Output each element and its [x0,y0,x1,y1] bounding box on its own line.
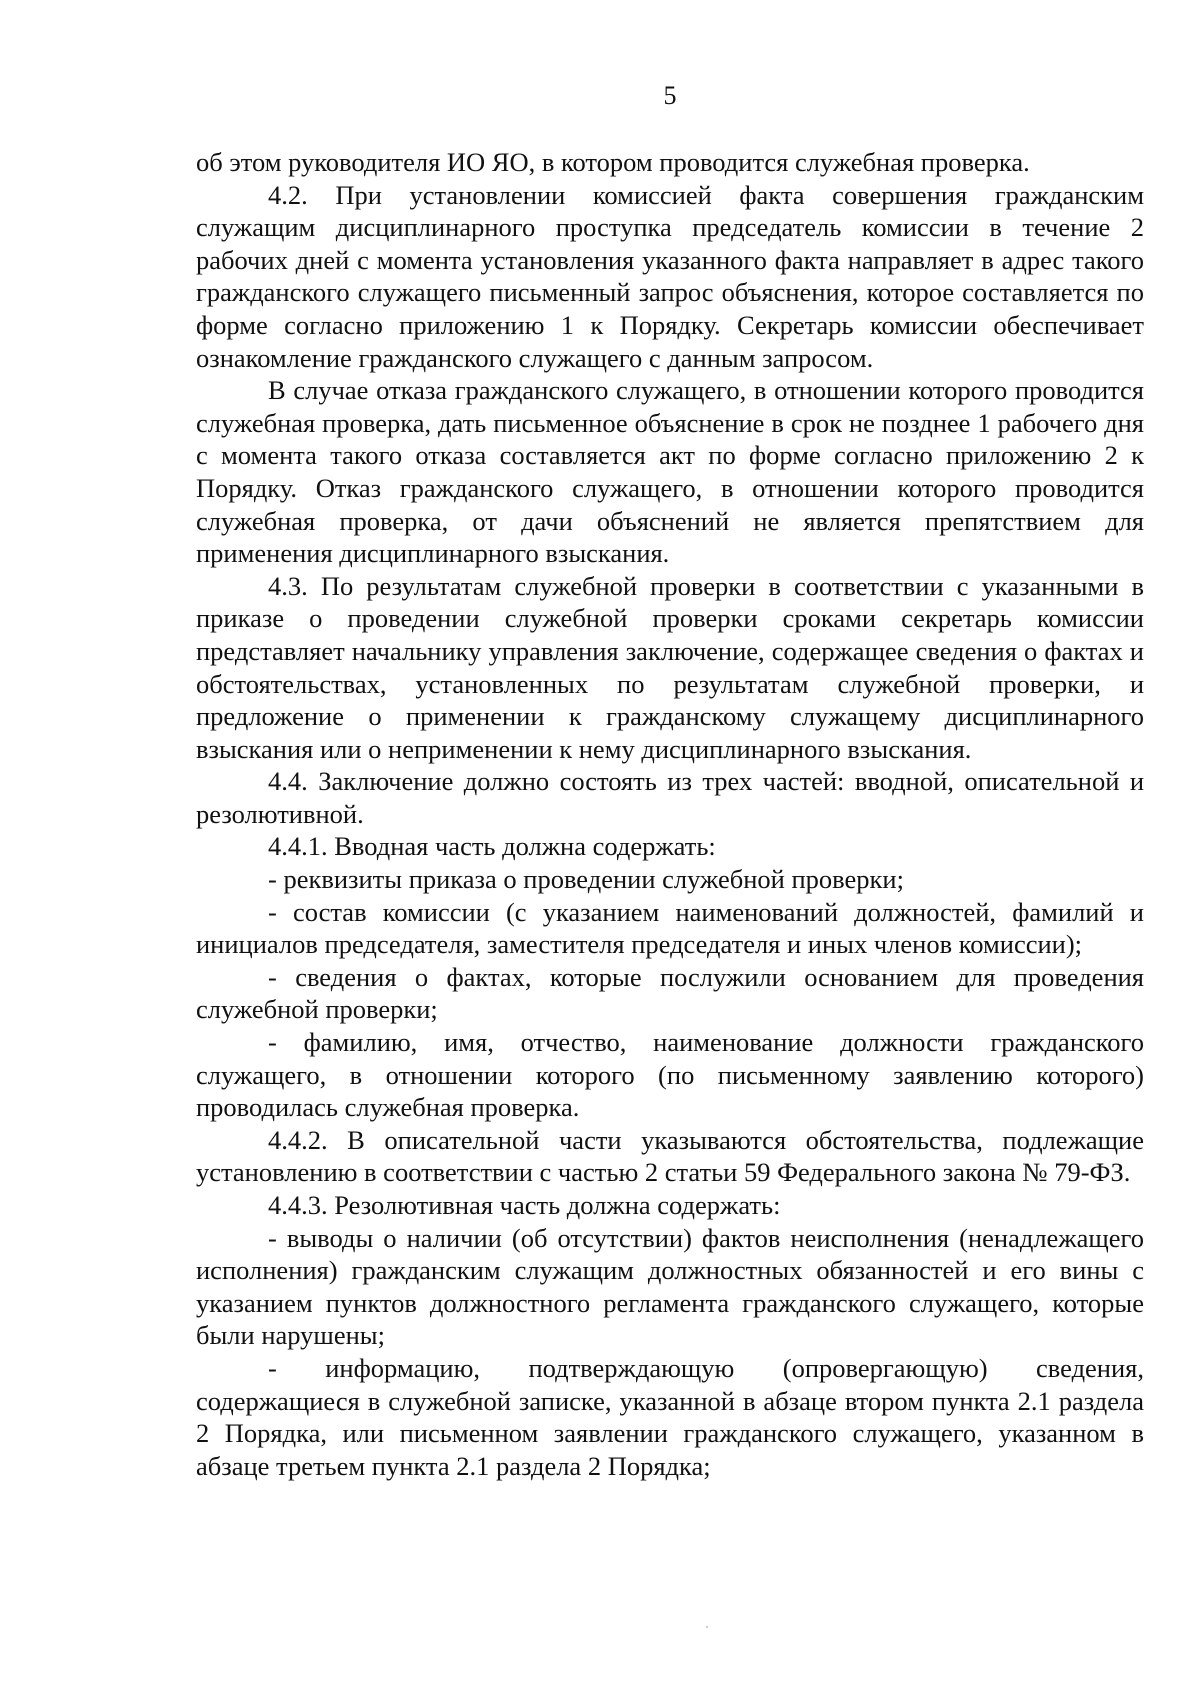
scan-speck [706,1626,708,1628]
paragraph-4-2: 4.2. При установлении комиссией факта совершения гражданским служащим дисциплинарного проступка председатель комиссии в течение 2 рабочих дней с момента установления указанного факта направляет в адрес такого гражданского служащего письменный запрос объяснения, которое составляется по форме согласно приложению 1 к Порядку. Секретарь комиссии обеспечивает ознакомление гражданского служащего с данным запросом. [196,179,1144,373]
list-item: - сведения о фактах, которые послужили основанием для проведения служебной проверки; [196,961,1144,1025]
paragraph-4-3: 4.3. По результатам служебной проверки в соответствии с указанными в приказе о проведении служебной проверки сроками секретарь комиссии представляет начальнику управления заключение, содержащее сведения о фактах и обстоятельствах, установленных по результатам служебной проверки, и предложение о применении к гражданскому служащему дисциплинарного взыскания или о неприменении к нему дисциплинарного взыскания. [196,570,1144,764]
paragraph-4-4: 4.4. Заключение должно состоять из трех частей: вводной, описательной и резолютивной. [196,766,1144,829]
list-item: - информацию, подтверждающую (опровергающую) сведения, содержащиеся в служебной записке, указанной в абзаце втором пункта 2.1 раздела 2 Порядка, или письменном заявлении гражданского служащего, указанном в абзаце третьем пункта 2.1 раздела 2 Порядка; [196,1352,1144,1481]
document-body [196,146,1144,1482]
page-number: 5 [663,81,677,110]
list-item: - состав комиссии (с указанием наименований должностей, фамилий и инициалов председателя, заместителя председателя и иных членов комиссии); [196,896,1144,960]
paragraph-4-4-3: 4.4.3. Резолютивная часть должна содержать: [268,1190,781,1220]
paragraph-refusal: В случае отказа гражданского служащего, в отношении которого проводится служебная проверка, дать письменное объяснение в срок не позднее 1 рабочего дня с момента такого отказа составляется акт по форме согласно приложению 2 к Порядку. Отказ гражданского служащего, в отношении которого проводится служебная проверка, от дачи объяснений не является препятствием для применения дисциплинарного взыскания. [196,375,1144,569]
paragraph-4-4-1: 4.4.1. Вводная часть должна содержать: [268,831,716,862]
paragraph-continuation: об этом руководителя ИО ЯО, в котором проводится служебная проверка. [196,147,1030,177]
list-item: - реквизиты приказа о проведении служебной проверки; [268,864,904,895]
paragraph-4-4-2: 4.4.2. В описательной части указываются обстоятельства, подлежащие установлению в соответствии с частью 2 статьи 59 Федерального закона № 79-ФЗ. [196,1124,1144,1188]
list-item: - фамилию, имя, отчество, наименование должности гражданского служащего, в отношении которого (по письменному заявлению которого) проводилась служебная проверка. [196,1027,1144,1123]
list-item: - выводы о наличии (об отсутствии) фактов неисполнения (ненадлежащего исполнения) гражданским служащим должностных обязанностей и его вины с указанием пунктов должностного регламента гражданского служащего, которые были нарушены; [196,1222,1144,1351]
